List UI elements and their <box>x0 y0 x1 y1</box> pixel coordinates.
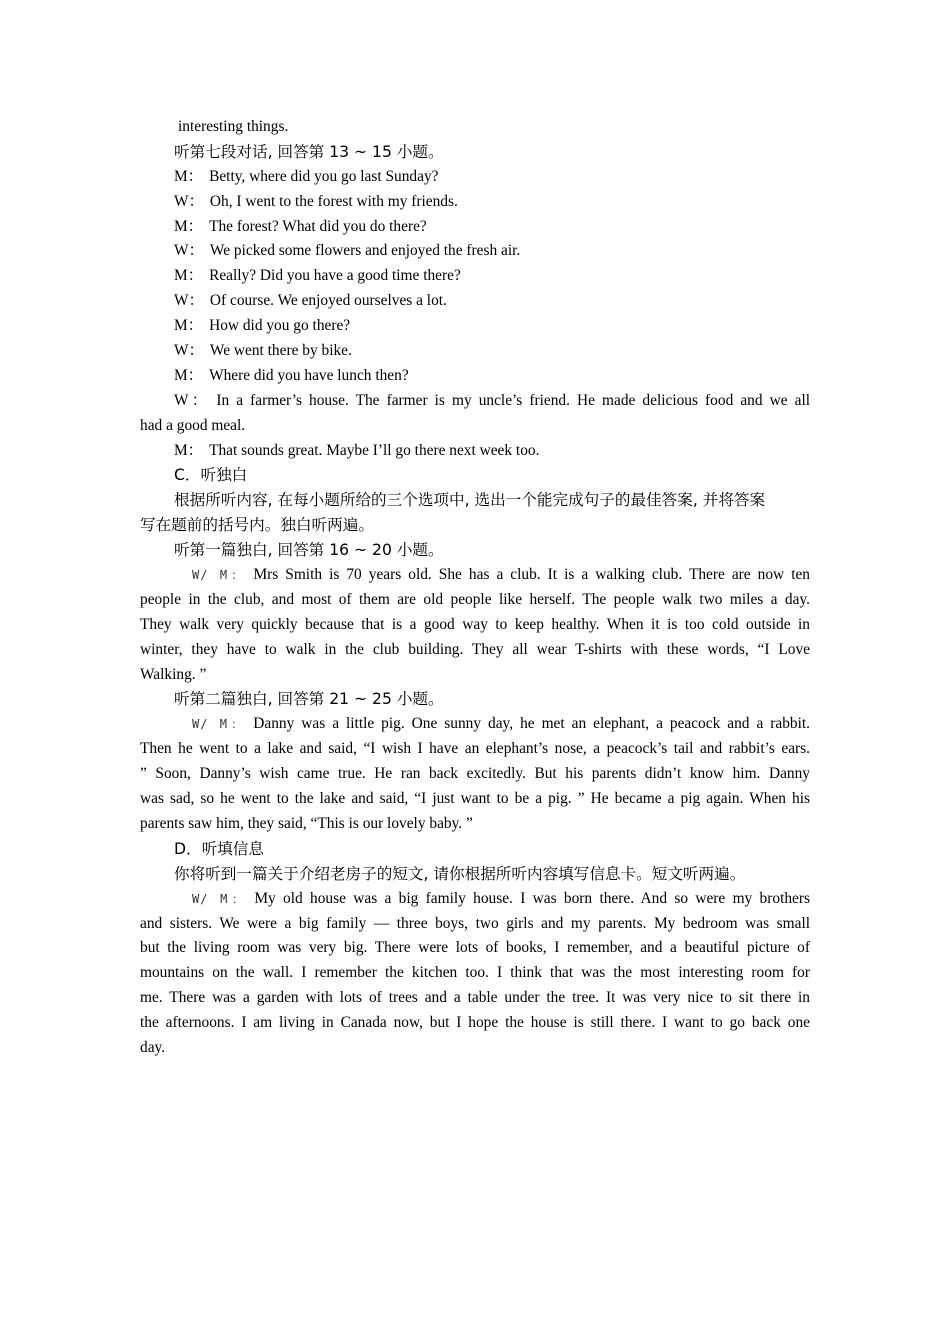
paragraph-line: me. There was a garden with lots of trees and a table under the tree. It was very nice to sit there in <box>140 989 810 1007</box>
paragraph-line: but the living room was very big. There were lots of books, I remember, and a beautiful picture of <box>140 939 810 957</box>
speaker-label: W/ M： <box>192 891 249 906</box>
speaker-label: W/ M： <box>192 568 248 583</box>
paragraph-line <box>140 712 810 737</box>
speaker-label: W： <box>174 342 204 360</box>
line-text: Really? Did you have a good time there? <box>209 267 461 285</box>
dialogue-line <box>140 439 810 464</box>
speaker-label: M： <box>174 167 204 185</box>
dialogue-line <box>140 364 810 389</box>
dialogue-line-wrap: had a good meal. <box>140 416 246 434</box>
dialogue-line <box>140 264 810 289</box>
dialogue-line <box>140 215 810 240</box>
speaker-label: M： <box>174 267 204 285</box>
speaker-label: M： <box>174 366 204 384</box>
dialogue7-heading: 听第七段对话, 回答第 13 ~ 15 小题。 <box>174 142 444 161</box>
paragraph-line: Walking. ” <box>140 665 207 683</box>
speaker-label: W/ M： <box>192 717 248 732</box>
speaker-label: W： <box>174 391 211 409</box>
speaker-label: M： <box>174 217 204 235</box>
paragraph-line: and sisters. We were a big family — three boys, two girls and my parents. My bedroom was small <box>140 914 810 932</box>
dialogue-line <box>140 314 810 339</box>
line-text: Mrs Smith is 70 years old. She has a club. It is a walking club. There are now ten <box>253 566 810 584</box>
line-text: Where did you have lunch then? <box>209 366 409 384</box>
speaker-label: W： <box>174 292 204 310</box>
paragraph-line: people in the club, and most of them are old people like herself. The people walk two miles a day. <box>140 590 810 608</box>
paragraph-line <box>140 887 810 912</box>
dialogue-line <box>140 190 810 215</box>
paragraph-line: ” Soon, Danny’s wish came true. He ran back excitedly. But his parents didn’t know him. Danny <box>140 765 810 783</box>
paragraph-line: parents saw him, they said, “This is our lovely baby. ” <box>140 814 473 832</box>
paragraph-line: Then he went to a lake and said, “I wish I have an elephant’s nose, a peacock’s tail and rabbit’s ears. <box>140 740 810 758</box>
line-text: Danny was a little pig. One sunny day, he met an elephant, a peacock and a rabbit. <box>253 715 810 733</box>
paragraph-line: the afternoons. I am living in Canada now, but I hope the house is still there. I want to go back one <box>140 1014 810 1032</box>
line-text: In a farmer’s house. The farmer is my uncle’s friend. He made delicious food and we all <box>216 391 810 409</box>
dialogue-line <box>140 389 810 414</box>
line-text: Of course. We enjoyed ourselves a lot. <box>209 292 447 310</box>
dialogue-line <box>140 339 810 364</box>
line-text: We went there by bike. <box>209 342 352 360</box>
dialogue-line <box>140 165 810 190</box>
section-d-instruction: 你将听到一篇关于介绍老房子的短文, 请你根据所听内容填写信息卡。短文听两遍。 <box>174 864 746 883</box>
dialogue-line <box>140 239 810 264</box>
section-c-title: C．听独白 <box>174 466 248 485</box>
section-d-title: D．听填信息 <box>174 839 264 858</box>
speaker-label: M： <box>174 317 204 335</box>
line-text: My old house was a big family house. I was born there. And so were my brothers <box>254 889 810 907</box>
section-c-instruction: 根据所听内容, 在每小题所给的三个选项中, 选出一个能完成句子的最佳答案, 并将答案 <box>174 491 766 510</box>
line-text: We picked some flowers and enjoyed the fresh air. <box>209 242 521 260</box>
paragraph-line: was sad, so he went to the lake and said, “I just want to be a pig. ” He became a pig again. When his <box>140 790 810 808</box>
line-text: How did you go there? <box>209 317 351 335</box>
line-text: Betty, where did you go last Sunday? <box>209 167 439 185</box>
paragraph-line: winter, they have to walk in the club building. They all wear T-shirts with these words, “I Love <box>140 640 810 658</box>
line-text: The forest? What did you do there? <box>209 217 427 235</box>
speaker-label: W： <box>174 192 204 210</box>
continuation-line: interesting things. <box>178 118 289 135</box>
monologue2-heading: 听第二篇独白, 回答第 21 ~ 25 小题。 <box>174 690 444 709</box>
line-text: Oh, I went to the forest with my friends. <box>209 192 458 210</box>
paragraph-line: mountains on the wall. I remember the kitchen too. I think that was the most interesting room for <box>140 964 810 982</box>
line-text: That sounds great. Maybe I’ll go there next week too. <box>209 441 540 459</box>
section-c-instruction-cont: 写在题前的括号内。独白听两遍。 <box>140 516 374 535</box>
listening-transcript <box>140 115 810 1061</box>
dialogue-line <box>140 289 810 314</box>
speaker-label: W： <box>174 242 204 260</box>
speaker-label: M： <box>174 441 204 459</box>
paragraph-line: day. <box>140 1038 166 1056</box>
paragraph-line <box>140 563 810 588</box>
monologue1-heading: 听第一篇独白, 回答第 16 ~ 20 小题。 <box>174 541 444 560</box>
paragraph-line: They walk very quickly because that is a good way to keep healthy. When it is too cold outside in <box>140 615 810 633</box>
